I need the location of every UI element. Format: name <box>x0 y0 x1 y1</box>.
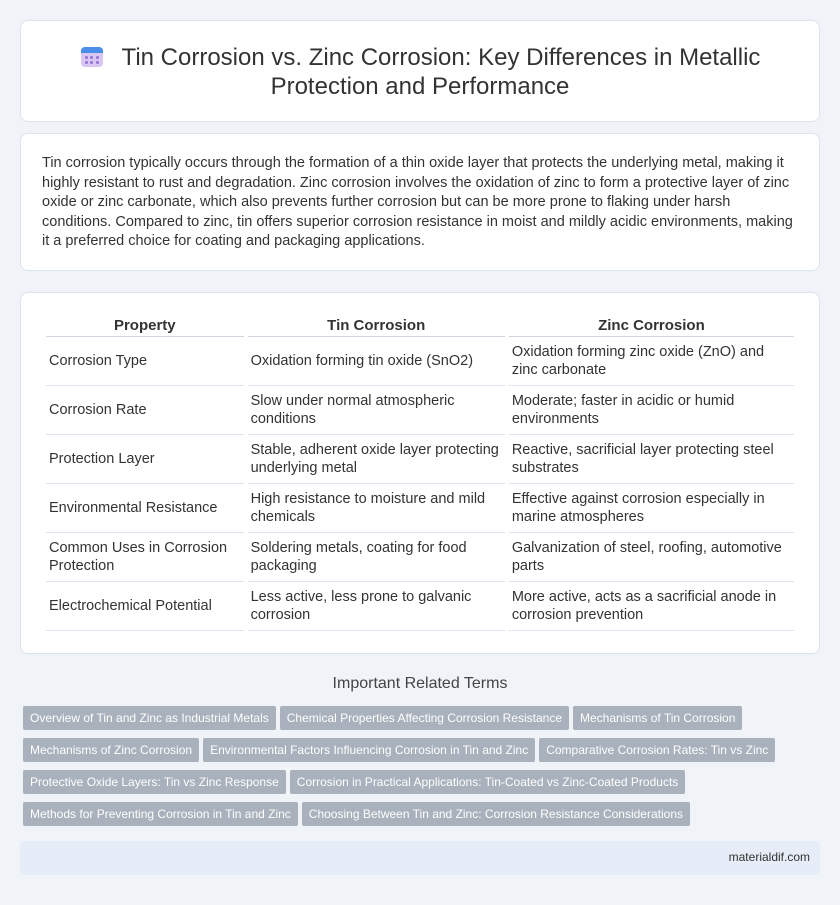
row-tin-value: Slow under normal atmospheric conditions <box>248 386 505 435</box>
related-terms-list <box>23 706 823 834</box>
related-terms-title: Important Related Terms <box>332 675 508 692</box>
row-property: Corrosion Type <box>46 337 244 386</box>
row-property: Corrosion Rate <box>46 386 244 435</box>
row-property: Protection Layer <box>46 435 244 484</box>
row-property: Environmental Resistance <box>46 484 244 533</box>
row-property: Electrochemical Potential <box>46 582 244 631</box>
related-term-link[interactable]: Choosing Between Tin and Zinc: Corrosion Resistance Considerations <box>302 802 690 826</box>
row-zinc-value: More active, acts as a sacrificial anode in corrosion prevention <box>509 582 794 631</box>
page-title-wrap <box>61 43 779 101</box>
related-term-link[interactable]: Chemical Properties Affecting Corrosion Resistance <box>280 706 569 730</box>
related-term-link[interactable]: Comparative Corrosion Rates: Tin vs Zinc <box>539 738 775 762</box>
footer-site-link[interactable]: materialdif.com <box>728 850 810 864</box>
table-row <box>46 582 794 631</box>
row-tin-value: High resistance to moisture and mild chemicals <box>248 484 505 533</box>
comparison-table-card <box>20 292 820 654</box>
row-tin-value: Oxidation forming tin oxide (SnO2) <box>248 337 505 386</box>
related-term-link[interactable]: Corrosion in Practical Applications: Tin-Coated vs Zinc-Coated Products <box>290 770 686 794</box>
related-term-link[interactable]: Mechanisms of Zinc Corrosion <box>23 738 199 762</box>
related-term-link[interactable]: Environmental Factors Influencing Corrosion in Tin and Zinc <box>203 738 535 762</box>
row-zinc-value: Oxidation forming zinc oxide (ZnO) and zinc carbonate <box>509 337 794 386</box>
row-tin-value: Less active, less prone to galvanic corrosion <box>248 582 505 631</box>
related-term-link[interactable]: Overview of Tin and Zinc as Industrial Metals <box>23 706 276 730</box>
header-zinc: Zinc Corrosion <box>509 315 794 337</box>
header-property: Property <box>46 315 244 337</box>
table-row <box>46 435 794 484</box>
row-property: Common Uses in Corrosion Protection <box>46 533 244 582</box>
table-header-row <box>46 315 794 337</box>
comparison-table <box>42 315 798 631</box>
related-term-link[interactable]: Protective Oxide Layers: Tin vs Zinc Response <box>23 770 286 794</box>
related-term-link[interactable]: Methods for Preventing Corrosion in Tin and Zinc <box>23 802 298 826</box>
row-zinc-value: Effective against corrosion especially in marine atmospheres <box>509 484 794 533</box>
related-term-link[interactable]: Mechanisms of Tin Corrosion <box>573 706 742 730</box>
table-row <box>46 386 794 435</box>
table-row <box>46 337 794 386</box>
row-zinc-value: Reactive, sacrificial layer protecting steel substrates <box>509 435 794 484</box>
calendar-icon <box>80 44 104 68</box>
table-row <box>46 484 794 533</box>
header-tin: Tin Corrosion <box>248 315 505 337</box>
row-tin-value: Soldering metals, coating for food packaging <box>248 533 505 582</box>
row-zinc-value: Moderate; faster in acidic or humid environments <box>509 386 794 435</box>
intro-text: Tin corrosion typically occurs through the formation of a thin oxide layer that protects the underlying metal, making it highly resistant to rust and degradation. Zinc corrosion involves the oxidation of zinc to form a protective layer of zinc oxide or zinc carbonate, which also prevents further corrosion but can be more prone to flaking under harsh conditions. Compared to zinc, tin offers superior corrosion resistance in moist and mildly acidic environments, making it a preferred choice for coating and packaging applications. <box>42 155 793 249</box>
row-tin-value: Stable, adherent oxide layer protecting underlying metal <box>248 435 505 484</box>
header-card <box>20 20 820 122</box>
page-title: Tin Corrosion vs. Zinc Corrosion: Key Differences in Metallic Protection and Performance <box>121 44 761 100</box>
row-zinc-value: Galvanization of steel, roofing, automotive parts <box>509 533 794 582</box>
footer <box>20 841 820 875</box>
intro-card <box>20 133 820 271</box>
table-row <box>46 533 794 582</box>
